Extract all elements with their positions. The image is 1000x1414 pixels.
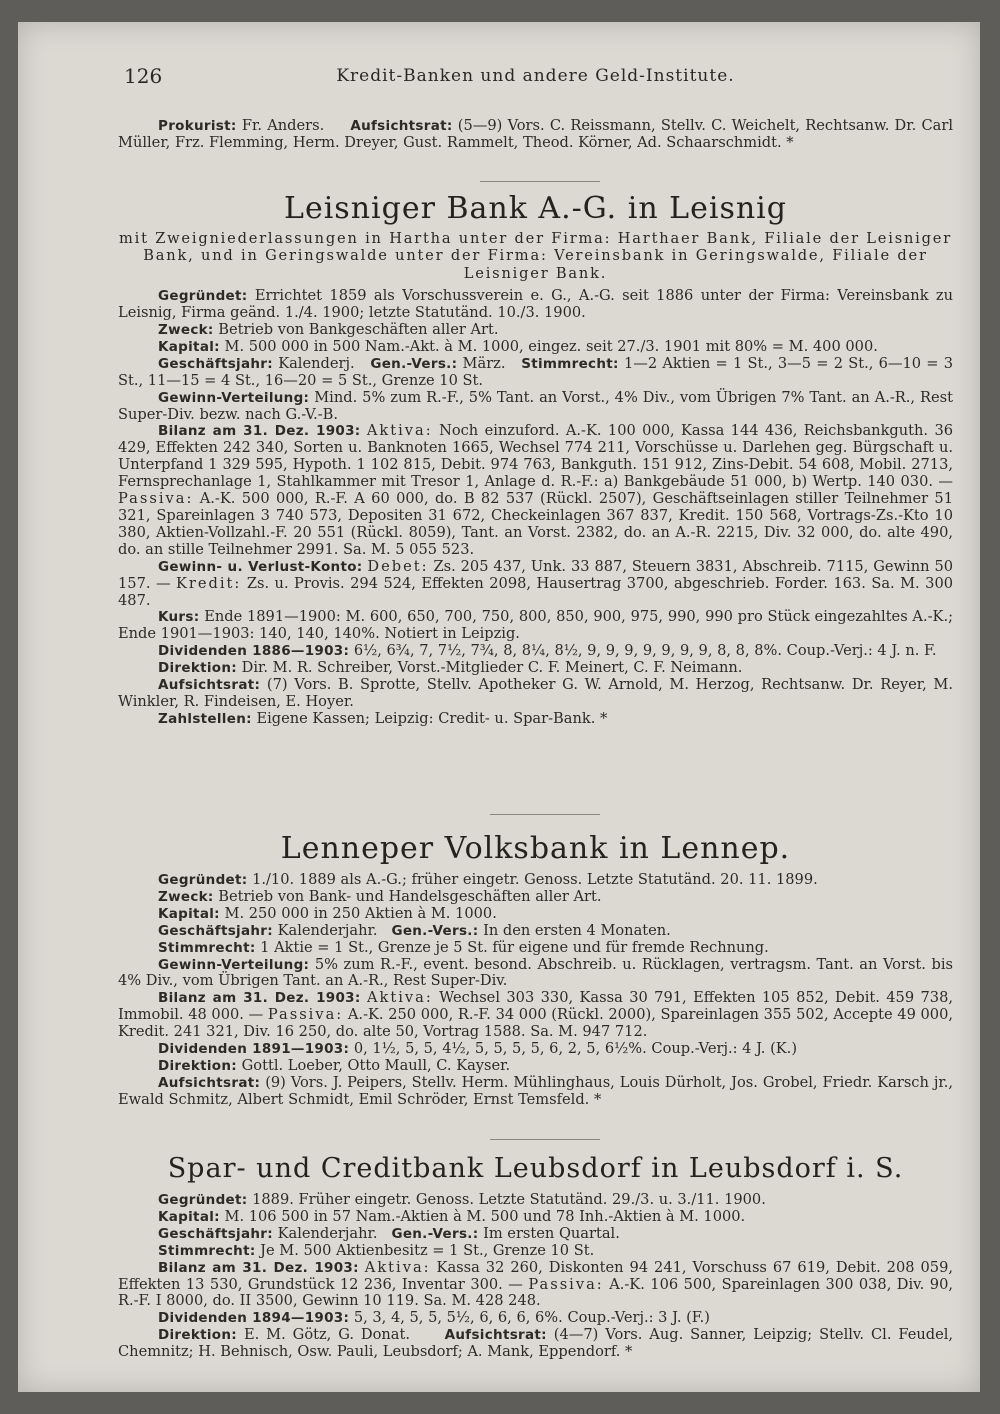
zweck-text: Betrieb von Bankgeschäften aller Art. [218,321,499,339]
lennep-stimmrecht [118,940,953,957]
book-page [18,22,980,1392]
geschaeftsjahr-text: Kalenderjahr. [277,1224,378,1242]
page-number: 126 [124,64,163,88]
leubsdorf-stimmrecht [118,1243,953,1260]
leisnig-zweck [118,322,953,339]
kurs-text: Ende 1891—1900: M. 600, 650, 700, 750, 800, 850, 900, 975, 990, 990 pro Stück eingezahltes A.-K.; Ende 1901—1903: 140, 140, 140%. Notiert in Leipzig. [118,608,954,643]
stimmrecht-text: 1—2 Aktien = 1 St., 3—5 = 2 St., 6—10 = 3 St., 11—15 = 4 St., 16—20 = 5 St., Grenze 10 St. [118,354,954,389]
zweck-text: Betrieb von Bank- und Handelsgeschäften aller Art. [218,887,602,905]
leisnig-kapital [118,339,953,356]
leubsdorf-gegruendet [118,1192,953,1209]
direktion-label: Direktion: [158,1327,237,1344]
leisnig-kurs [118,609,953,643]
direktion-text: Gottl. Loeber, Otto Maull, C. Kayser. [241,1056,511,1074]
leisnig-bilanz [118,423,953,558]
separator-rule [480,181,600,182]
dividenden-label: Dividenden 1886—1903: [158,643,350,660]
gegruendet-label: Gegründet: [158,1192,248,1208]
lennep-bilanz [118,990,953,1041]
gewinn-verteilung-text: 5% zum R.-F., event. besond. Abschreib. u. Rücklagen, vertragsm. Tant. an Vorst. bis 4% Div., vom Übrigen Tant. an A.-R., Rest Super-Div. [118,955,954,990]
lennep-aufsichtsrat [118,1075,953,1109]
gegruendet-label: Gegründet: [158,288,248,305]
leisnig-gewinn-verteilung [118,390,953,424]
kapital-label: Kapital: [158,1208,220,1225]
leubsdorf-gj-gv [118,1226,953,1243]
leisnig-title: Leisniger Bank A.-G. in Leisnig [284,191,787,226]
debet-word: Debet: [367,557,429,575]
aufsichtsrat-text: (4—7) Vors. Aug. Sanner, Leipzig; Stellv. Cl. Feudel, Chemnitz; H. Behnisch, Osw. Pauli, Leubsdorf; A. Mank, Eppendorf. * [118,1326,954,1361]
gewinn-verteilung-label: Gewinn-Verteilung: [158,389,310,406]
zahlstellen-label: Zahlstellen: [158,710,252,727]
direktion-label: Direktion: [158,1057,237,1074]
dividenden-label: Dividenden 1894—1903: [158,1310,350,1327]
zweck-label: Zweck: [158,888,214,905]
intro-block [118,118,953,152]
bilanz-aktiva-text: Wechsel 303 330, Kassa 30 791, Effekten 105 852, Debit. 459 738, Immobil. 48 000. — [118,989,954,1024]
separator-rule [490,814,600,815]
leisnig-gegruendet [118,288,953,322]
running-title: Kredit-Banken und andere Geld-Institute. [336,66,735,86]
geschaeftsjahr-label: Geschäftsjahr: [158,1225,273,1242]
lennep-entry [118,830,953,1109]
leisnig-aufsichtsrat [118,677,953,711]
bilanz-label: Bilanz am 31. Dez. 1903: [158,1259,359,1276]
leubsdorf-title: Spar- und Creditbank Leubsdorf in Leubsdorf i. S. [167,1153,904,1184]
stimmrecht-label: Stimmrecht: [158,1242,256,1259]
lennep-zweck [118,889,953,906]
leubsdorf-kapital [118,1209,953,1226]
lennep-title: Lenneper Volksbank in Lennep. [280,831,791,866]
gen-vers-text: In den ersten 4 Monaten. [483,921,671,939]
stimmrecht-text: 1 Aktie = 1 St., Grenze je 5 St. für eigene und für fremde Rechnung. [260,938,769,956]
stimmrecht-label: Stimmrecht: [158,939,256,956]
gen-vers-text: März. [462,354,506,372]
leisnig-subtitle: mit Zweigniederlassungen in Hartha unter der Firma: Harthaer Bank, Filiale der Leisniger Bank, und in Geringswalde unter der Firma: Vereinsbank in Geringswalde, Filiale der Leisniger Bank. [118,230,953,282]
kapital-text: M. 500 000 in 500 Nam.-Akt. à M. 1000, eingez. seit 27./3. 1901 mit 80% = M. 400 000. [224,337,878,355]
dividenden-text: 5, 3, 4, 5, 5, 5½, 6, 6, 6, 6%. Coup.-Verj.: 3 J. (F.) [353,1309,710,1327]
geschaeftsjahr-label: Geschäftsjahr: [158,355,273,372]
aktiva-word: Aktiva: [364,1258,431,1276]
gegruendet-text: Errichtet 1859 als Vorschussverein e. G., A.-G. seit 1886 unter der Firma: Vereinsbank zu Leisnig, Firma geänd. 1./4. 1900; letzte Statutänd. 10./3. 1900. [118,287,953,322]
dividenden-label: Dividenden 1891—1903: [158,1041,350,1058]
passiva-word: Passiva: [118,490,194,508]
leisnig-entry [118,190,953,728]
lennep-dividenden [118,1041,953,1058]
separator-rule [490,1139,600,1140]
kredit-word: Kredit: [176,574,242,592]
bilanz-aktiva-text: Kassa 32 260, Diskonten 94 241, Vorschuss 67 619, Debit. 208 059, Effekten 13 530, Grundstück 12 236, Inventar 300. — [118,1258,953,1293]
kapital-text: M. 250 000 in 250 Aktien à M. 1000. [224,904,497,922]
dividenden-text: 0, 1½, 5, 5, 4½, 5, 5, 5, 5, 6, 2, 5, 6½%. Coup.-Verj.: 4 J. (K.) [353,1040,798,1058]
zahlstellen-text: Eigene Kassen; Leipzig: Credit- u. Spar-Bank. * [256,709,608,727]
stimmrecht-text: Je M. 500 Aktienbesitz = 1 St., Grenze 10 St. [260,1241,595,1259]
lennep-gj-gv [118,923,953,940]
gegruendet-text: 1889. Früher eingetr. Genoss. Letzte Statutänd. 29./3. u. 3./11. 1900. [252,1191,766,1208]
aufsichtsrat-label: Aufsichtsrat: [158,1074,261,1091]
leubsdorf-direktion-aufsichtsrat [118,1327,953,1361]
bilanz-passiva-text: A.-K. 106 500, Spareinlagen 300 038, Div. 90, R.-F. I 8000, do. II 3500, Gewinn 10 119. Sa. M. 428 248. [118,1275,953,1310]
leisnig-zahlstellen [118,711,953,728]
intro-paragraph [118,118,953,152]
zweck-label: Zweck: [158,322,214,339]
prokurist-text: Fr. Anders. [241,117,325,134]
geschaeftsjahr-text: Kalenderjahr. [277,921,378,939]
gegruendet-text: 1./10. 1889 als A.-G.; früher eingetr. Genoss. Letzte Statutänd. 20. 11. 1899. [252,871,818,888]
dividenden-text: 6½, 6¾, 7, 7½, 7¾, 8, 8¼, 8½, 9, 9, 9, 9, 9, 9, 9, 8, 8, 8%. Coup.-Verj.: 4 J. n. F. [353,642,937,660]
gen-vers-label: Gen.-Vers.: [370,355,458,372]
gen-vers-text: Im ersten Quartal. [483,1224,620,1242]
geschaeftsjahr-label: Geschäftsjahr: [158,922,273,939]
lennep-direktion [118,1058,953,1075]
aufsichtsrat-text: (7) Vors. B. Sprotte, Stellv. Apotheker G. W. Arnold, M. Herzog, Rechtsanw. Dr. Reyer, M. Winkler, R. Findeisen, E. Hoyer. [118,676,954,710]
guv-label: Gewinn- u. Verlust-Konto: [158,558,363,575]
gewinn-verteilung-label: Gewinn-Verteilung: [158,956,310,973]
guv-kredit-text: Zs. u. Provis. 294 524, Effekten 2098, Hausertrag 3700, abgeschrieb. Forder. 163. Sa. M. 300 487. [118,574,954,609]
prokurist-label: Prokurist: [158,118,237,134]
kapital-text: M. 106 500 in 57 Nam.-Aktien à M. 500 und 78 Inh.-Aktien à M. 1000. [224,1207,746,1225]
aufsichtsrat-label: Aufsichtsrat: [158,677,261,694]
kapital-label: Kapital: [158,338,220,355]
direktion-label: Direktion: [158,660,237,677]
bilanz-passiva-text: A.-K. 250 000, R.-F. 34 000 (Rückl. 2000), Spareinlagen 355 502, Accepte 49 000, Kredit. 241 321, Div. 16 250, do. alte 50, Vortrag 1588. Sa. M. 947 712. [118,1006,954,1041]
lennep-kapital [118,906,953,923]
passiva-word: Passiva: [528,1275,604,1293]
guv-debet-text: Zs. 205 437, Unk. 33 887, Steuern 3831, Abschreib. 7115, Gewinn 50 157. — [118,557,954,592]
bilanz-aktiva-text: Noch einzuford. A.-K. 100 000, Kassa 144 436, Reichsbankguth. 36 429, Effekten 242 340, Sorten u. Banknoten 1665, Wechsel 774 211, Vorschüsse u. Darlehen geg. Bürgschaft u. Unterpfand 1 329 595, Hypoth. 1 102 815, Debit. 974 763, Bankguth. 151 912, Zins-Debit. 54 608, Mobil. 2713, Fernsprechanlage 1, Stahlkammer mit Tresor 1, Anlage d. R.-F.: a) Bankgebäude 51 000, b) Wertp. 140 030. — [118,422,954,491]
aufsichtsrat-label: Aufsichtsrat: [444,1327,547,1344]
aufsichtsrat-label: Aufsichtsrat: [350,118,453,134]
page-header [118,64,953,94]
leisnig-gewinn-verlust [118,559,953,610]
bilanz-label: Bilanz am 31. Dez. 1903: [158,423,361,440]
stimmrecht-label: Stimmrecht: [521,355,619,372]
lennep-gewinn-verteilung [118,957,953,991]
aktiva-word: Aktiva: [366,422,433,440]
leisnig-direktion [118,660,953,677]
kapital-label: Kapital: [158,905,220,922]
direktion-text: E. M. Götz, G. Donat. [243,1326,411,1344]
geschaeftsjahr-text: Kalenderj. [278,354,355,372]
leubsdorf-entry [118,1150,953,1361]
lennep-gegruendet [118,872,953,889]
gegruendet-label: Gegründet: [158,872,248,888]
direktion-text: Dir. M. R. Schreiber, Vorst.-Mitglieder C. F. Meinert, C. F. Neimann. [241,659,743,677]
kurs-label: Kurs: [158,609,200,626]
leubsdorf-dividenden [118,1310,953,1327]
leisnig-gj-gv-stimmrecht [118,356,953,390]
gewinn-verteilung-text: Mind. 5% zum R.-F., 5% Tant. an Vorst., 4% Div., vom Übrigen 7% Tant. an A.-R., Rest Super-Div. bezw. nach G.-V.-B. [118,388,953,423]
aktiva-word: Aktiva: [366,989,433,1007]
gen-vers-label: Gen.-Vers.: [391,1225,479,1242]
leubsdorf-bilanz [118,1260,953,1311]
aufsichtsrat-text: (5—9) Vors. C. Reissmann, Stellv. C. Weichelt, Rechtsanw. Dr. Carl Müller, Frz. Flemming, Herm. Dreyer, Gust. Rammelt, Theod. Körner, Ad. Schaarschmidt. * [118,117,954,151]
bilanz-passiva-text: A.-K. 500 000, R.-F. A 60 000, do. B 82 537 (Rückl. 2507), Geschäftseinlagen stiller Teilnehmer 51 321, Spareinlagen 3 740 573, Depositen 31 672, Checkeinlagen 367 837, Kredit. 150 568, Vortrags-Zs.-Kto 10 380, Aktien-Vollzahl.-F. 20 551 (Rückl. 8059), Tant. an Vorst. 2382, do. an A.-R. 2215, Div. 32 000, do. alte 490, do. an stille Teilnehmer 2991. Sa. M. 5 055 523. [118,490,954,558]
bilanz-label: Bilanz am 31. Dez. 1903: [158,990,361,1007]
passiva-word: Passiva: [267,1006,344,1024]
gen-vers-label: Gen.-Vers.: [391,922,479,939]
leisnig-dividenden [118,643,953,660]
aufsichtsrat-text: (9) Vors. J. Peipers, Stellv. Herm. Mühlinghaus, Louis Dürholt, Jos. Grobel, Friedr. Karsch jr., Ewald Schmitz, Albert Schmidt, Emil Schröder, Ernst Temsfeld. * [118,1073,954,1108]
